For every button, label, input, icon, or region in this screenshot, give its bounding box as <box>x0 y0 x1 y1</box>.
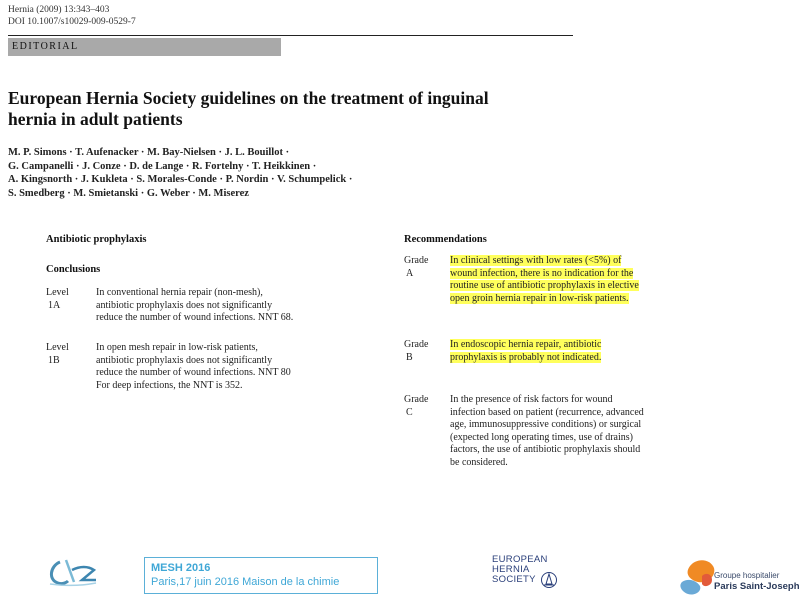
chp-logo-icon <box>46 556 100 588</box>
author-line: M. P. Simons · T. Aufenacker · M. Bay-Nielsen · J. L. Bouillot · <box>8 147 290 158</box>
text-line: In the presence of risk factors for wound <box>450 394 613 405</box>
text-line: infection based on patient (recurrence, advanced <box>450 406 644 418</box>
group-name-line1: Groupe hospitalier <box>714 571 780 580</box>
text-line: (expected long operating times, use of drains) <box>450 431 633 443</box>
mesh-subtitle: Paris,17 juin 2016 Maison de la chimie <box>151 576 340 588</box>
editorial-label: EDITORIAL <box>8 38 281 56</box>
antibiotic-prophylaxis-heading: Antibiotic prophylaxis <box>46 234 147 245</box>
grade-label-code: B <box>406 351 413 363</box>
author-line: G. Campanelli · J. Conze · D. de Lange · R. Fortelny · T. Heikkinen · <box>8 160 317 172</box>
journal-citation <box>8 4 136 28</box>
text-line: In open mesh repair in low-risk patients, <box>96 342 258 353</box>
highlighted-line: routine use of antibiotic prophylaxis in elective <box>450 280 639 291</box>
grade-label-word: Grade <box>404 339 429 350</box>
paper-title <box>8 88 568 130</box>
author-line: S. Smedberg · M. Smietanski · G. Weber · M. Miserez <box>8 187 249 199</box>
level-label-word: Level <box>46 287 69 298</box>
level-1b-label <box>46 342 86 367</box>
highlighted-line: wound infection, there is no indication for the <box>450 267 634 279</box>
ehs-emblem-icon <box>540 571 558 589</box>
ehs-line: HERNIA <box>492 564 530 575</box>
journal-line: Hernia (2009) 13:343–403 <box>8 5 110 15</box>
level-label-word: Level <box>46 342 69 353</box>
level-1a-text <box>96 287 311 325</box>
grade-label-word: Grade <box>404 394 429 405</box>
text-line: reduce the number of wound infections. NNT 68. <box>96 312 294 323</box>
author-list <box>8 146 568 200</box>
mesh-2016-banner <box>144 557 378 594</box>
grade-label-word: Grade <box>404 255 429 266</box>
european-hernia-society-logo <box>492 555 562 597</box>
grade-label-code: C <box>406 406 413 418</box>
ehs-line: EUROPEAN <box>492 554 548 565</box>
level-label-code: 1B <box>48 354 60 366</box>
doi-line: DOI 10.1007/s10029-009-0529-7 <box>8 17 136 27</box>
text-line: be considered. <box>450 456 508 468</box>
text-line: For deep infections, the NNT is 352. <box>96 379 243 391</box>
text-line: antibiotic prophylaxis does not significantly <box>96 299 273 311</box>
grade-label-code: A <box>406 267 414 279</box>
level-1a-label <box>46 287 86 312</box>
group-name-line2: Paris Saint-Joseph <box>714 581 800 592</box>
grade-b-text <box>450 339 672 364</box>
grade-c-text <box>450 394 672 469</box>
mesh-title: MESH 2016 <box>151 562 211 574</box>
paper-title-line-1: European Hernia Society guidelines on the treatment of inguinal <box>8 88 489 108</box>
paper-title-line-2: hernia in adult patients <box>8 109 183 129</box>
ehs-line: SOCIETY <box>492 574 536 585</box>
text-line: age, immunosuppressive conditions) or surgical <box>450 419 642 430</box>
highlighted-line: In endoscopic hernia repair, antibiotic <box>450 339 602 350</box>
level-label-code: 1A <box>48 299 61 311</box>
highlighted-line: In clinical settings with low rates (<5%) of <box>450 255 622 266</box>
text-line: antibiotic prophylaxis does not significantly <box>96 354 273 366</box>
grade-a-text <box>450 255 672 305</box>
text-line: reduce the number of wound infections. NNT 80 <box>96 367 291 378</box>
grade-b-label <box>404 339 444 364</box>
highlighted-line: prophylaxis is probably not indicated. <box>450 351 602 363</box>
text-line: factors, the use of antibiotic prophylaxis should <box>450 444 641 455</box>
grade-a-label <box>404 255 444 280</box>
grade-c-label <box>404 394 444 419</box>
header-rule <box>8 35 573 36</box>
level-1b-text <box>96 342 311 392</box>
author-line: A. Kingsnorth · J. Kukleta · S. Morales-Conde · P. Nordin · V. Schumpelick · <box>8 174 353 185</box>
text-line: In conventional hernia repair (non-mesh), <box>96 287 263 298</box>
highlighted-line: open groin hernia repair in low-risk patients. <box>450 292 629 304</box>
conclusions-heading: Conclusions <box>46 264 101 275</box>
recommendations-heading: Recommendations <box>404 234 487 245</box>
